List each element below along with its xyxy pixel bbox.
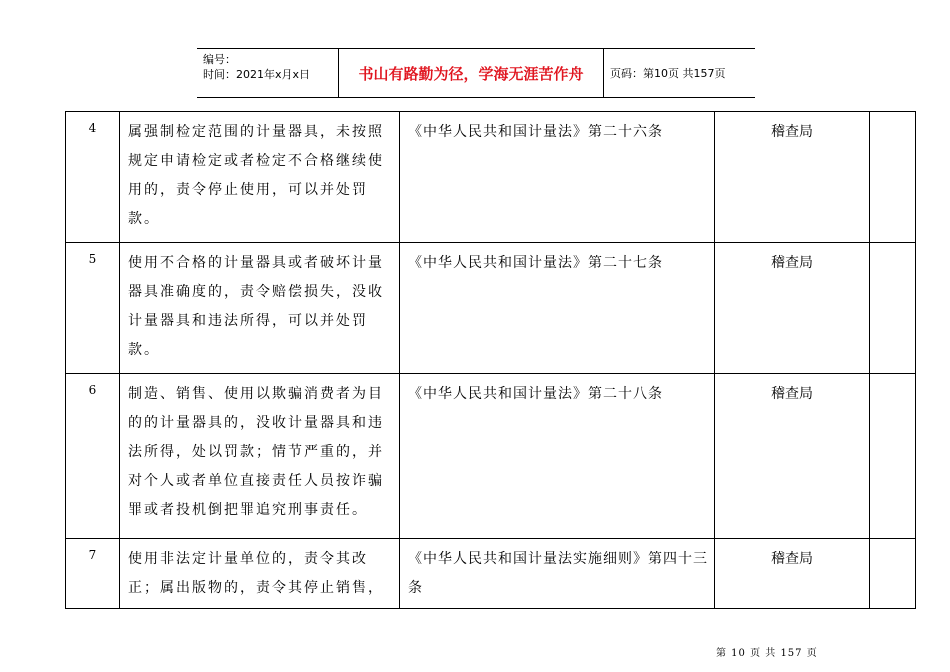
regulation-table <box>65 111 916 609</box>
row-number: 4 <box>66 112 120 243</box>
enforcement-authority: 稽查局 <box>715 374 870 539</box>
header-slogan: 书山有路勤为径，学海无涯苦作舟 <box>339 49 604 97</box>
row-number: 5 <box>66 243 120 374</box>
legal-basis: 《中华人民共和国计量法》第二十八条 <box>400 374 715 539</box>
violation-description: 制造、销售、使用以欺骗消费者为目的的计量器具的，没收计量器具和违法所得，处以罚款；情节严重的，并对个人或者单位直接责任人员按诈骗罪或者投机倒把罪追究刑事责任。 <box>120 374 400 539</box>
page-header <box>197 48 755 98</box>
blank-cell <box>870 243 916 374</box>
header-page-info: 页码：第10页 共157页 <box>610 67 726 80</box>
document-time-label: 时间：2021年x月x日 <box>203 68 311 81</box>
table-row <box>66 243 916 374</box>
regulation-table-body <box>66 112 916 609</box>
violation-description: 属强制检定范围的计量器具，未按照规定申请检定或者检定不合格继续使用的，责令停止使用，可以并处罚款。 <box>120 112 400 243</box>
enforcement-authority: 稽查局 <box>715 243 870 374</box>
enforcement-authority: 稽查局 <box>715 539 870 609</box>
row-number: 6 <box>66 374 120 539</box>
header-meta <box>197 49 339 97</box>
legal-basis: 《中华人民共和国计量法》第二十六条 <box>400 112 715 243</box>
legal-basis: 《中华人民共和国计量法实施细则》第四十三条 <box>400 539 715 609</box>
row-number: 7 <box>66 539 120 609</box>
table-row <box>66 374 916 539</box>
table-row <box>66 539 916 609</box>
blank-cell <box>870 112 916 243</box>
page-footer: 第 10 页 共 157 页 <box>716 648 818 659</box>
legal-basis: 《中华人民共和国计量法》第二十七条 <box>400 243 715 374</box>
document-number-label: 编号： <box>203 53 236 66</box>
enforcement-authority: 稽查局 <box>715 112 870 243</box>
table-row <box>66 112 916 243</box>
violation-description: 使用不合格的计量器具或者破坏计量器具准确度的，责令赔偿损失，没收计量器具和违法所得，可以并处罚款。 <box>120 243 400 374</box>
violation-description: 使用非法定计量单位的，责令其改正；属出版物的，责令其停止销售， <box>120 539 400 609</box>
blank-cell <box>870 539 916 609</box>
blank-cell <box>870 374 916 539</box>
